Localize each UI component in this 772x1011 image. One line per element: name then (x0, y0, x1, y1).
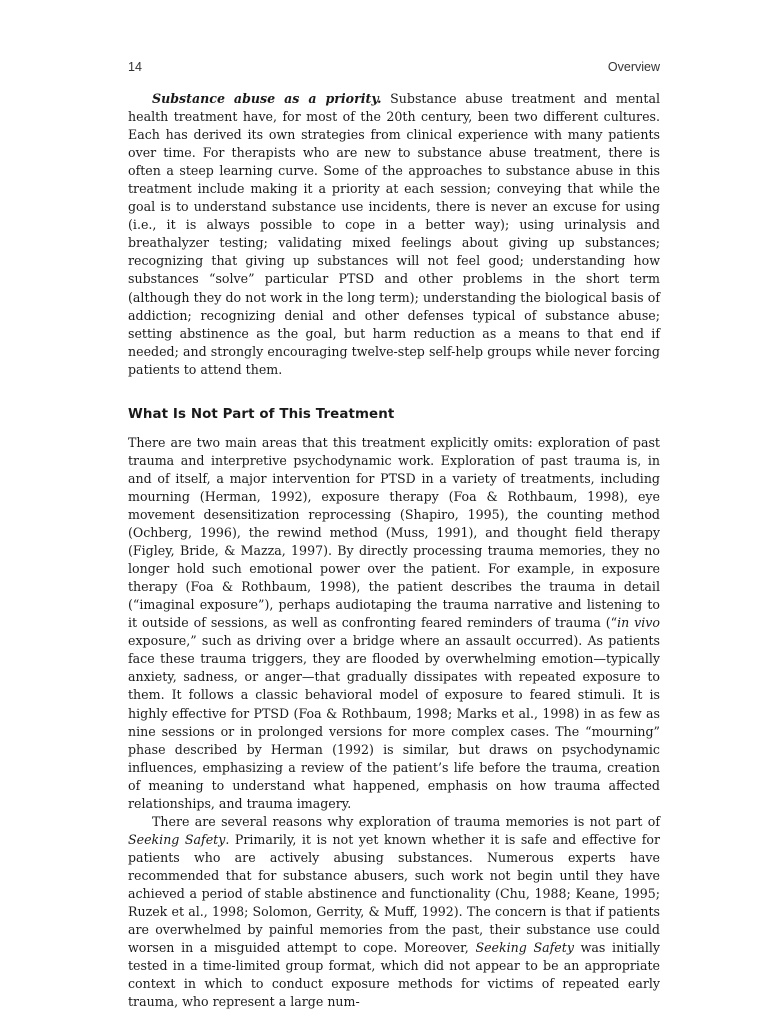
italic-title-b: Seeking Safety (475, 940, 574, 956)
paragraph-text: Substance abuse treatment and mental health treatment have, for most of the 20th century, been two different cultures. Each has derived its own strategies from clinical experience with many patients over time. For therapists who are new to substance abuse treatment, there is often a steep learning curve. Some of the approaches to substance abuse in this treatment include making it a priority at each session; conveying that while the goal is to understand substance use incidents, there is never an excuse for using (i.e., it is always possible to cope in a better way); using urinalysis and breathalyzer testing; validating mixed feelings about giving up substances; recognizing that giving up substances will not feel good; understanding how substances “solve” particular PTSD and other problems in the short term (although they do not work in the long term); understanding the biological basis of addiction; recognizing denial and other defenses typical of substance abuse; setting abstinence as the goal, but harm reduction as a means to that end if needed; and strongly encouraging twelve-step self-help groups while never forcing patients to attend them. (128, 91, 660, 377)
paragraph-trauma-exploration (128, 434, 660, 813)
body-text (128, 90, 660, 1011)
paragraph-text-a: There are two main areas that this treatment explicitly omits: exploration of past trauma and interpretive psychodynamic work. Exploration of past trauma is, in and of itself, a major intervention for PTSD in a variety of treatments, including mourning (Herman, 1992), exposure therapy (Foa & Rothbaum, 1998), eye movement desensitization reprocessing (Shapiro, 1995), the counting method (Ochberg, 1996), the rewind method (Muss, 1991), and thought field therapy (Figley, Bride, & Mazza, 1997). By directly processing trauma memories, they no longer hold such emotional power over the patient. For example, in exposure therapy (Foa & Rothbaum, 1998), the patient describes the trauma in detail (“imaginal exposure”), perhaps audiotaping the trauma narrative and listening to it outside of sessions, as well as confronting feared reminders of trauma (“ (128, 434, 660, 631)
section-title: Overview (607, 60, 660, 74)
italic-term: in vivo (617, 615, 660, 631)
paragraph-reasons (128, 813, 660, 1011)
section-heading: What Is Not Part of This Treatment (128, 406, 395, 422)
run-in-heading: Substance abuse as a priority. (152, 91, 382, 106)
paragraph-text-c: was initially tested in a time-limited group format, which did not appear to be an appropriate context in which to conduct exposure methods for victims of repeated early trauma, who represent a large num- (128, 940, 660, 1010)
running-header (128, 60, 660, 80)
page-number: 14 (128, 60, 142, 74)
paragraph-text-b: . Primarily, it is not yet known whether it is safe and effective for patients who are actively abusing substances. Numerous experts have recommended that for substance abusers, such work not begin until they have achieved a period of stable abstinence and functionality (Chu, 1988; Keane, 1995; Ruzek et al., 1998; Solomon, Gerrity, & Muff, 1992). The concern is that if patients are overwhelmed by painful memories from the past, their substance use could worsen in a misguided attempt to cope. Moreover, (128, 831, 661, 956)
paragraph-substance-abuse-priority (128, 90, 660, 379)
paragraph-text-b: exposure,” such as driving over a bridge where an assault occurred). As patients face these trauma triggers, they are flooded by overwhelming emotion—typically anxiety, sadness, or anger—that gradually dissipates with repeated exposure to them. It follows a classic behavioral model of exposure to feared stimuli. It is highly effective for PTSD (Foa & Rothbaum, 1998; Marks et al., 1998) in as few as nine sessions or in prolonged versions for more complex cases. The “mourning” phase described by Herman (1992) is similar, but draws on psychodynamic influences, emphasizing a review of the patient’s life before the trauma, creation of meaning to understand what happened, emphasis on how trauma affected relationships, and trauma imagery. (128, 633, 660, 811)
italic-title-a: Seeking Safety (128, 831, 226, 847)
paragraph-text-a: There are several reasons why exploration of trauma memories is not part of (152, 813, 660, 829)
